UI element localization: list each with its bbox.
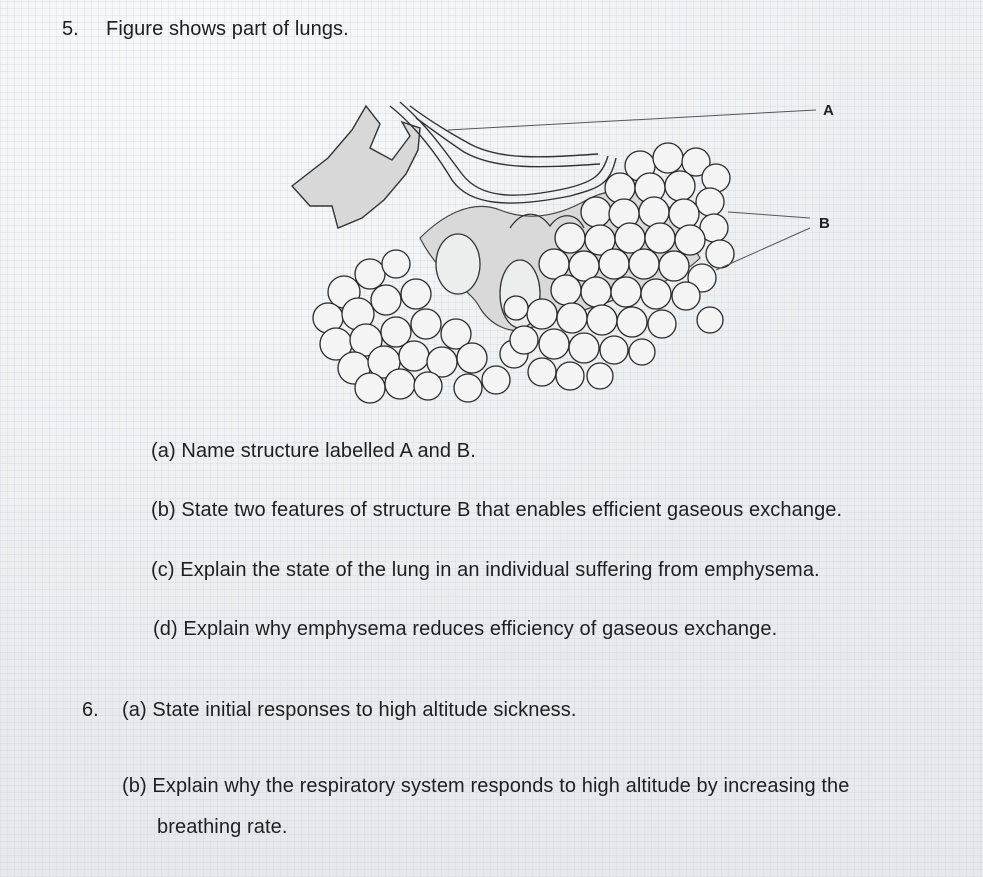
alveolus xyxy=(581,197,611,227)
alveolus xyxy=(617,307,647,337)
alveolus xyxy=(371,285,401,315)
alveolus xyxy=(528,358,556,386)
alveolus xyxy=(385,369,415,399)
alveolus xyxy=(555,223,585,253)
label-line-b1 xyxy=(728,212,810,218)
alveolus xyxy=(411,309,441,339)
question-6b-continued: breathing rate. xyxy=(157,816,288,838)
question-6-number: 6. xyxy=(82,699,99,721)
question-5-stem: Figure shows part of lungs. xyxy=(106,18,349,40)
alveolus xyxy=(599,249,629,279)
alveolus xyxy=(551,275,581,305)
alveolus xyxy=(482,366,510,394)
bronchiole-tube-outer-2 xyxy=(416,118,600,167)
alveolus xyxy=(659,251,689,281)
alveolus xyxy=(382,250,410,278)
alveolus xyxy=(648,310,676,338)
alveolus xyxy=(587,363,613,389)
alveolus xyxy=(611,277,641,307)
alveolus xyxy=(672,282,700,310)
alveolus xyxy=(510,326,538,354)
alveolus xyxy=(399,341,429,371)
alveolus xyxy=(665,171,695,201)
question-5b: (b) State two features of structure B that enables efficient gaseous exchange. xyxy=(151,499,843,521)
alveolus xyxy=(569,333,599,363)
alveolus xyxy=(702,164,730,192)
bronchiole-tube-inner-2 xyxy=(410,106,598,157)
alveolus xyxy=(639,197,669,227)
label-b: B xyxy=(819,215,830,232)
alveolar-sac xyxy=(436,234,480,294)
question-5d: (d) Explain why emphysema reduces efficiency of gaseous exchange. xyxy=(153,618,778,640)
alveolus xyxy=(615,223,645,253)
label-line-a xyxy=(448,110,816,130)
alveolus xyxy=(504,296,528,320)
alveolus xyxy=(414,372,442,400)
alveolus xyxy=(587,305,617,335)
question-6b: (b) Explain why the respiratory system responds to high altitude by increasing the xyxy=(122,775,850,797)
alveolus xyxy=(355,373,385,403)
alveolus xyxy=(556,362,584,390)
alveolus xyxy=(696,188,724,216)
label-a: A xyxy=(823,102,834,119)
alveolus xyxy=(527,299,557,329)
alveolus xyxy=(401,279,431,309)
question-5c: (c) Explain the state of the lung in an individual suffering from emphysema. xyxy=(151,559,820,581)
alveolus xyxy=(641,279,671,309)
alveolus xyxy=(454,374,482,402)
alveolus xyxy=(600,336,628,364)
question-6a: (a) State initial responses to high altitude sickness. xyxy=(122,699,577,721)
alveolus xyxy=(669,199,699,229)
bronchiole-branch xyxy=(292,106,420,228)
alveolus xyxy=(581,277,611,307)
alveolus xyxy=(457,343,487,373)
question-5-number: 5. xyxy=(62,18,79,40)
alveolus xyxy=(557,303,587,333)
alveolus xyxy=(645,223,675,253)
alveolus xyxy=(675,225,705,255)
alveolus xyxy=(539,329,569,359)
question-5a: (a) Name structure labelled A and B. xyxy=(151,440,476,462)
alveolus xyxy=(605,173,635,203)
alveolus xyxy=(629,339,655,365)
alveolus xyxy=(653,143,683,173)
lung-alveoli-figure xyxy=(270,88,850,408)
alveolus xyxy=(629,249,659,279)
alveolus xyxy=(355,259,385,289)
alveolus xyxy=(697,307,723,333)
